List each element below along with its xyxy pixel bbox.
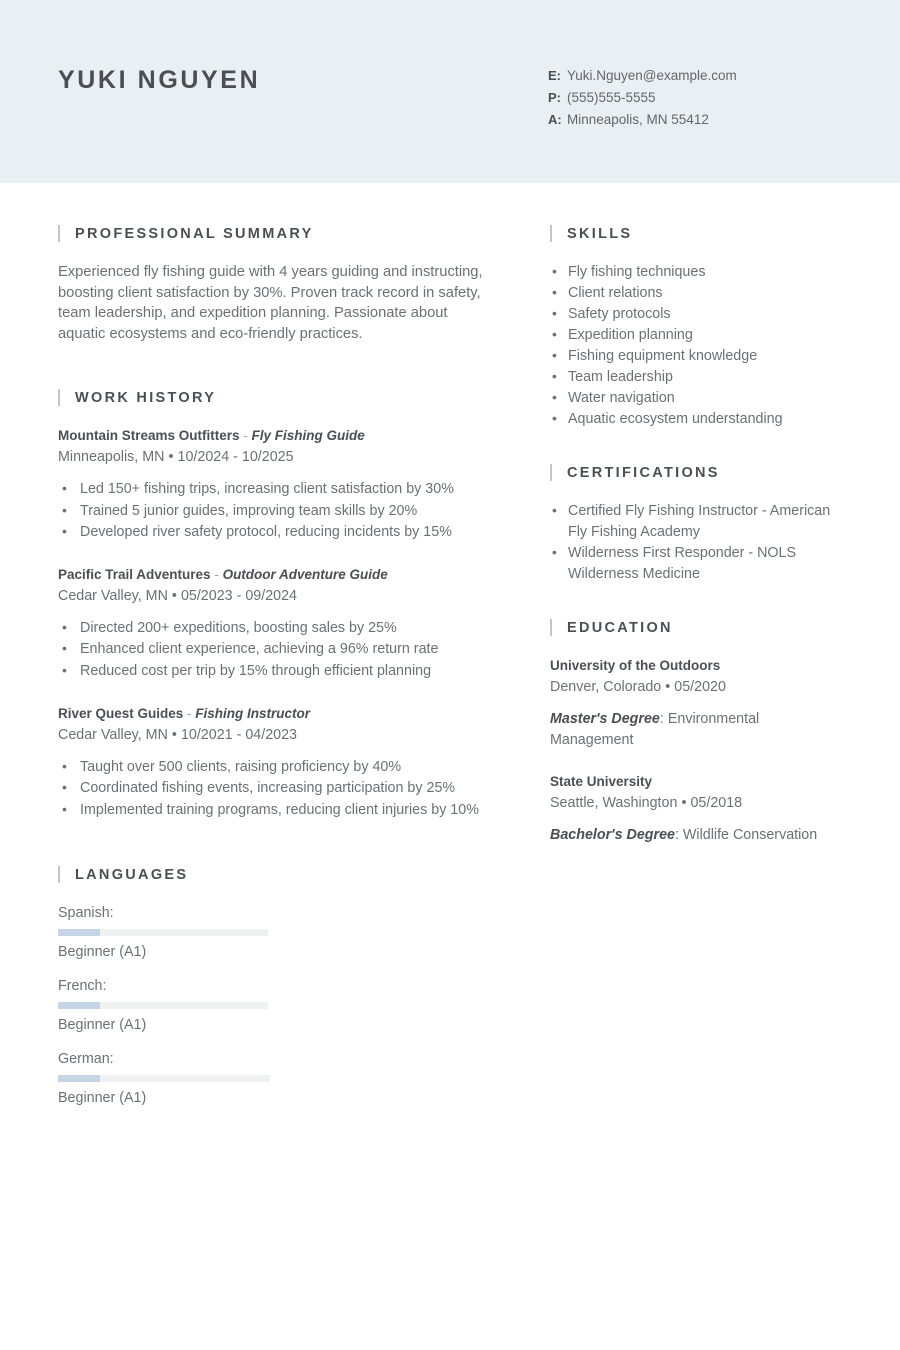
job-role: Fly Fishing Guide [251, 428, 365, 444]
section-work-history [58, 389, 510, 820]
education-degree-label: Bachelor's Degree [550, 827, 675, 844]
work-history-entry [58, 704, 510, 821]
section-skills [550, 225, 842, 430]
job-location: Cedar Valley, MN [58, 587, 168, 604]
language-name: French: [58, 978, 107, 995]
work-history-entry [58, 426, 510, 543]
job-title-line [58, 565, 510, 584]
section-languages [58, 866, 510, 1122]
skill-item: • Fly fishing techniques [550, 262, 842, 283]
spacer [550, 434, 842, 464]
job-meta [58, 447, 510, 467]
language-progress-track [58, 1075, 270, 1082]
language-name: German: [58, 1051, 114, 1068]
skill-item: • Expedition planning [550, 325, 842, 346]
certification-item: • Certified Fly Fishing Instructor - American Fly Fishing Academy [550, 501, 842, 543]
certification-item: • Wilderness First Responder - NOLS Wilderness Medicine [550, 543, 842, 585]
education-degree-value: : Environmental Management [550, 711, 760, 748]
job-bullet-list [58, 479, 510, 543]
skill-item: • Safety protocols [550, 304, 842, 325]
resume-header [0, 0, 900, 183]
job-bullet: • Developed river safety protocol, reducing incidents by 15% [58, 522, 510, 543]
spacer [58, 842, 510, 866]
resume-body [0, 183, 900, 1126]
section-education [550, 619, 842, 846]
spacer [58, 359, 510, 389]
name-block [58, 60, 538, 95]
language-progress-fill [58, 1002, 100, 1009]
job-company: Pacific Trail Adventures [58, 566, 211, 582]
section-header-skills [550, 225, 842, 242]
job-role: Outdoor Adventure Guide [222, 566, 388, 582]
section-title-certifications: CERTIFICATIONS [567, 464, 720, 481]
section-title-education: EDUCATION [567, 619, 673, 636]
language-name: Spanish: [58, 905, 114, 922]
right-column [510, 183, 842, 1126]
job-bullet-list [58, 757, 510, 821]
job-bullet: • Trained 5 junior guides, improving team skills by 20% [58, 501, 510, 522]
bullet-separator-icon: • [171, 587, 177, 604]
job-company: Mountain Streams Outfitters [58, 428, 240, 444]
skill-item: • Fishing equipment knowledge [550, 346, 842, 367]
bullet-separator-icon: • [168, 449, 174, 466]
education-location: Seattle, Washington [550, 795, 678, 812]
job-bullet: • Led 150+ fishing trips, increasing client satisfaction by 30% [58, 479, 510, 500]
contact-label-phone: P: [548, 90, 561, 105]
language-level: Beginner (A1) [58, 1017, 147, 1034]
section-header-professional-summary [58, 225, 510, 242]
accent-bar-icon [550, 225, 552, 242]
professional-summary-text: Experienced fly fishing guide with 4 years guiding and instructing, boosting client satisfaction by 30%. Proven track record in safety, team leadership, and expedition planning. Passionate about aquatic ecosystems and eco-friendly practices. [58, 264, 483, 342]
skill-item: • Aquatic ecosystem understanding [550, 409, 842, 430]
education-degree [550, 709, 820, 750]
contact-label-address: A: [548, 112, 562, 127]
section-title-professional-summary: PROFESSIONAL SUMMARY [75, 225, 314, 242]
job-bullet: • Directed 200+ expeditions, boosting sales by 25% [58, 618, 510, 639]
accent-bar-icon [550, 619, 552, 636]
skill-item: • Team leadership [550, 367, 842, 388]
bullet-separator-icon: • [681, 795, 687, 812]
accent-bar-icon [58, 389, 60, 406]
language-item [58, 1049, 270, 1108]
accent-bar-icon [58, 866, 60, 883]
job-bullet: • Reduced cost per trip by 15% through efficient planning [58, 661, 510, 682]
contact-value-address: Minneapolis, MN 55412 [567, 112, 709, 127]
section-header-work-history [58, 389, 510, 406]
contact-value-phone[interactable]: (555)555-5555 [567, 90, 656, 105]
section-header-education [550, 619, 842, 636]
skills-list [550, 262, 842, 430]
contact-row-address [548, 111, 737, 129]
education-entry [550, 656, 842, 750]
job-title-line [58, 426, 510, 445]
education-degree-value: : Wildlife Conservation [674, 827, 818, 844]
work-history-entry [58, 565, 510, 682]
contact-row-phone [548, 89, 737, 107]
skill-item: • Water navigation [550, 388, 842, 409]
section-professional-summary [58, 225, 510, 344]
section-title-work-history: WORK HISTORY [75, 389, 217, 406]
bullet-separator-icon: • [665, 679, 671, 695]
languages-grid [58, 903, 498, 1122]
job-bullet-list [58, 618, 510, 682]
page-title: YUKI NGUYEN [58, 66, 261, 94]
accent-bar-icon [58, 225, 60, 242]
contact-label-email: E: [548, 68, 561, 83]
job-meta [58, 586, 510, 606]
job-location: Cedar Valley, MN [58, 726, 168, 743]
language-item [58, 903, 268, 962]
language-progress-track [58, 929, 268, 936]
left-column [58, 183, 510, 1126]
job-role: Fishing Instructor [195, 705, 311, 721]
contact-value-email[interactable]: Yuki.Nguyen@example.com [567, 68, 737, 83]
job-dates: 05/2023 - 09/2024 [180, 587, 298, 604]
job-separator: - [210, 566, 223, 582]
skill-item: • Client relations [550, 283, 842, 304]
section-title-skills: SKILLS [567, 225, 633, 242]
language-progress-fill [58, 929, 100, 936]
education-meta [550, 793, 842, 813]
spacer [550, 589, 842, 619]
section-header-certifications [550, 464, 842, 481]
job-title-line [58, 704, 510, 723]
job-bullet: • Coordinated fishing events, increasing participation by 25% [58, 778, 510, 799]
bullet-separator-icon: • [171, 726, 177, 743]
education-date: 05/2018 [690, 795, 743, 812]
education-degree-label: Master's Degree [550, 711, 660, 727]
contact-info-block [538, 60, 737, 133]
education-date: 05/2020 [674, 679, 726, 695]
education-entry [550, 772, 842, 846]
job-company: River Quest Guides [58, 705, 184, 721]
education-location: Denver, Colorado [550, 679, 662, 695]
job-separator: - [183, 705, 196, 721]
accent-bar-icon [550, 464, 552, 481]
language-item [58, 976, 268, 1035]
job-bullet: • Taught over 500 clients, raising proficiency by 40% [58, 757, 510, 778]
section-title-languages: LANGUAGES [75, 866, 189, 883]
language-level: Beginner (A1) [58, 944, 147, 961]
education-degree [550, 825, 820, 846]
education-meta [550, 677, 842, 697]
language-level: Beginner (A1) [58, 1090, 147, 1107]
job-location: Minneapolis, MN [58, 449, 165, 466]
section-header-languages [58, 866, 510, 883]
job-bullet: • Enhanced client experience, achieving a 96% return rate [58, 639, 510, 660]
job-separator: - [239, 428, 252, 444]
job-bullet: • Implemented training programs, reducing client injuries by 10% [58, 800, 510, 821]
job-meta [58, 725, 510, 745]
certifications-list [550, 501, 842, 585]
section-certifications [550, 464, 842, 585]
contact-row-email [548, 67, 737, 85]
job-dates: 10/2021 - 04/2023 [180, 726, 298, 743]
language-progress-track [58, 1002, 268, 1009]
job-dates: 10/2024 - 10/2025 [177, 449, 294, 466]
language-progress-fill [58, 1075, 100, 1082]
education-school: University of the Outdoors [550, 658, 721, 673]
education-school: State University [550, 774, 653, 790]
